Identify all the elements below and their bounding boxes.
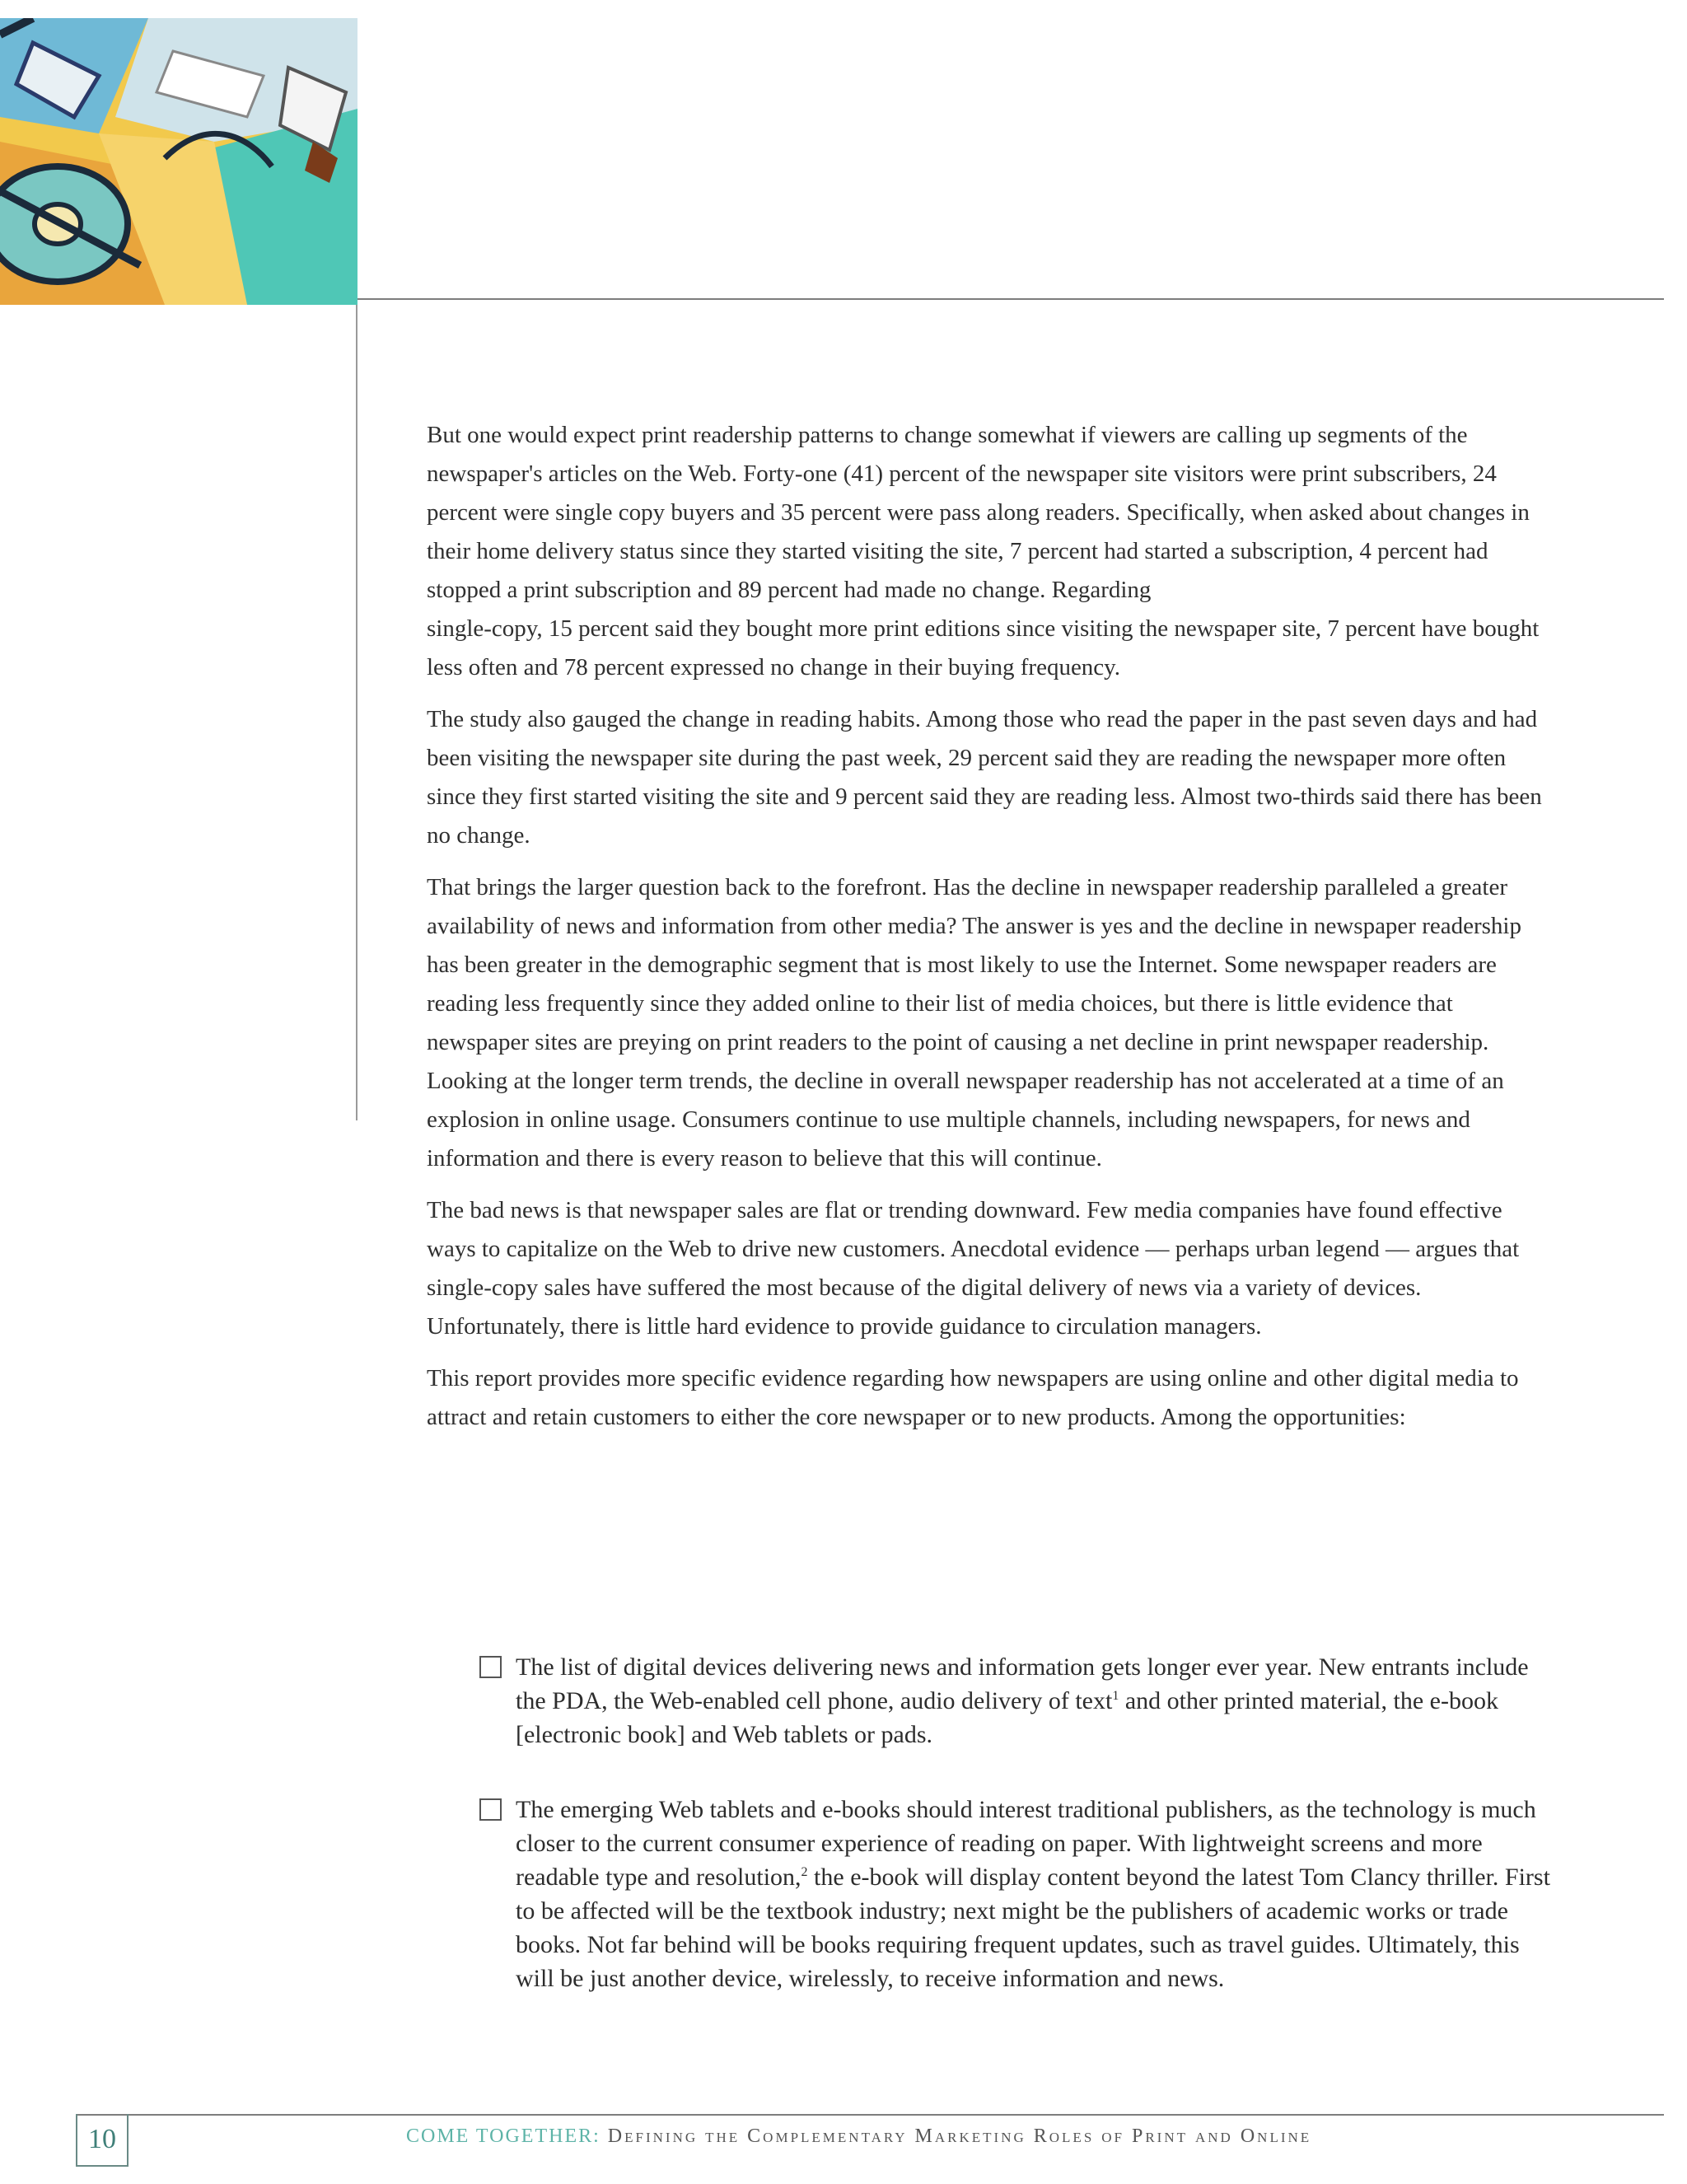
paragraph: single-copy, 15 percent said they bought more print editions since visiting the newspaper site, 7 percent have bought less often and 78 percent expressed no change in their buying frequency. xyxy=(427,615,1540,680)
bullet-list xyxy=(479,1650,1550,1751)
bullet-list xyxy=(479,1793,1550,1995)
footer-rule xyxy=(76,2114,1664,2116)
header-illustration xyxy=(0,18,357,305)
footer-subtitle: Defining the Complementary Marketing Roles of Print and Online xyxy=(607,2126,1312,2147)
body-text xyxy=(427,416,1557,1450)
paragraph: That brings the larger question back to the forefront. Has the decline in newspaper readership paralleled a greater availability of news and information from other media? The answer is yes and the decline in newspaper readership has been greater in the demographic segment that is most likely to use the Internet. Some newspaper readers are reading less frequently since they added online to their list of media choices, but there is little evidence that newspaper sites are preying on print readers to the point of causing a net decline in print newspaper readership. Looking at the longer term trends, the decline in overall newspaper readership has not accelerated at a time of an explosion in online usage. Consumers continue to use multiple channels, including newspapers, for news and information and there is every reason to believe that this will continue. xyxy=(427,874,1521,1172)
footnote-marker: 2 xyxy=(801,1865,808,1879)
paragraph: The bad news is that newspaper sales are flat or trending downward. Few media companies have found effective ways to capitalize on the Web to drive new customers. Anecdotal evidence — perhaps urban legend — argues that single-copy sales have suffered the most because of the digital delivery of news via a variety of devices. Unfortunately, there is little hard evidence to provide guidance to circulation managers. xyxy=(427,1197,1520,1340)
list-item-text: The emerging Web tablets and e-books should interest traditional publishers, as the technology is much closer to the current consumer experience of reading on paper. With lightweight screens and more readable type and resolution,$^2$ the e-book will display content beyond the latest Tom Clancy thriller. First to be affected will be the textbook industry; next might be the publishers of academic works or trade books. Not far behind will be books requiring frequent updates, such as travel guides. Ultimately, this will be just another device, wirelessly, to receive information and news. xyxy=(516,1796,1550,1992)
list-item xyxy=(479,1650,1550,1751)
checkbox-icon xyxy=(479,1656,502,1678)
running-footer xyxy=(406,2126,1311,2148)
paragraph: The study also gauged the change in reading habits. Among those who read the paper in the past seven days and had been visiting the newspaper site during the past week, 29 percent said they are reading the newspaper more often since they first started visiting the site and 9 percent said they are reading less. Almost two-thirds said there has been no change. xyxy=(427,706,1542,849)
page-number: 10 xyxy=(76,2114,129,2167)
margin-rule xyxy=(356,305,357,1120)
footnote-marker: 1 xyxy=(1112,1689,1119,1703)
header-rule xyxy=(357,298,1664,300)
paragraph: This report provides more specific evidence regarding how newspapers are using online and other digital media to attract and retain customers to either the core newspaper or to new products. Among the opportunities: xyxy=(427,1365,1519,1430)
footer-brand: COME TOGETHER: xyxy=(406,2126,600,2147)
list-item-text: The list of digital devices delivering news and information gets longer ever year. New entrants include the PDA, the Web-enabled cell phone, audio delivery of text$^1$ and other printed material, the e-book [electronic book] and Web tablets or pads. xyxy=(516,1653,1529,1748)
list-item xyxy=(479,1793,1550,1995)
paragraph: But one would expect print readership patterns to change somewhat if viewers are calling up segments of the newspaper's articles on the Web. Forty-one (41) percent of the newspaper site visitors were print subscribers, 24 percent were single copy buyers and 35 percent were pass along readers. Specifically, when asked about changes in their home delivery status since they started visiting the site, 7 percent had started a subscription, 4 percent had stopped a print subscription and 89 percent had made no change. Regarding xyxy=(427,422,1530,603)
checkbox-icon xyxy=(479,1798,502,1821)
